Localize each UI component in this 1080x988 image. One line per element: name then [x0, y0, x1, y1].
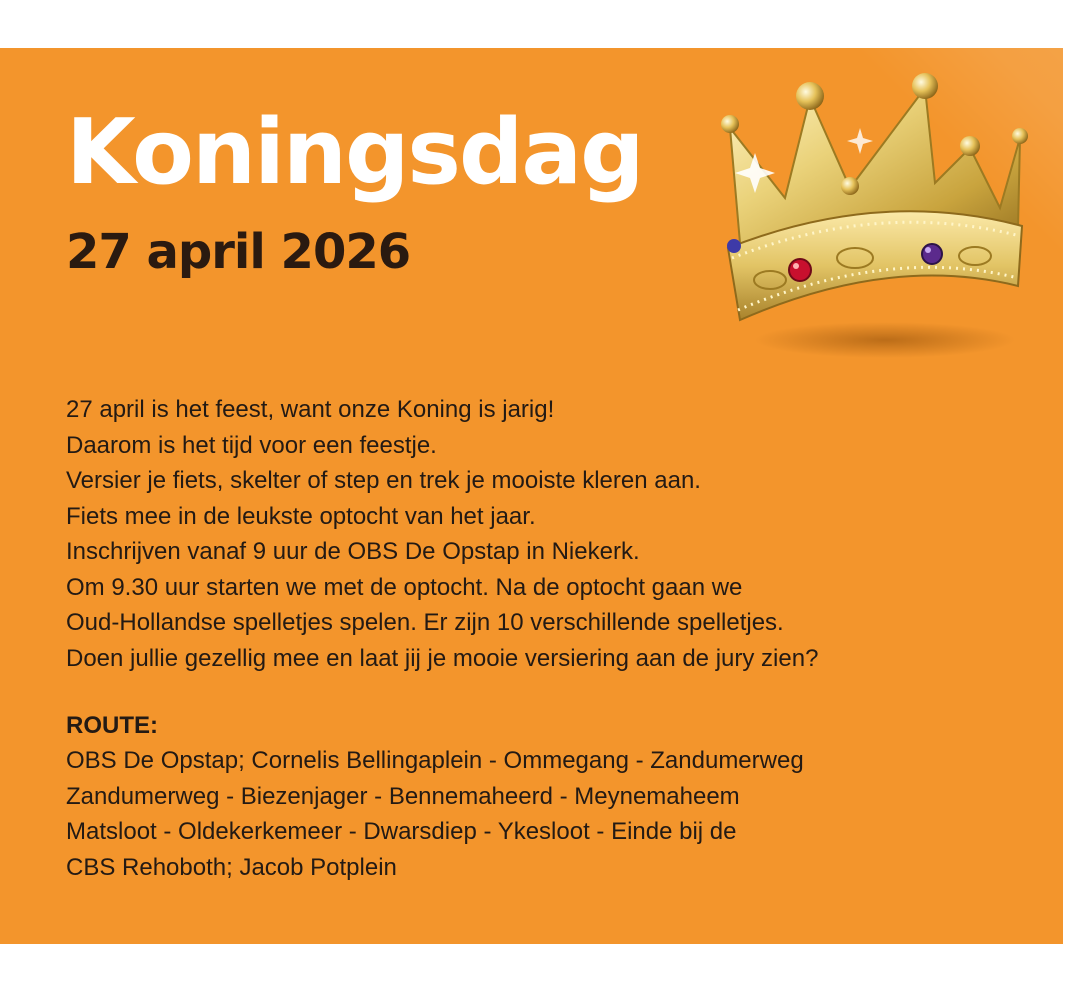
description-line: Inschrijven vanaf 9 uur de OBS De Opstap in Niekerk.: [66, 538, 640, 565]
route-description: [66, 743, 1026, 885]
route-heading: ROUTE:: [66, 712, 158, 739]
event-date: 27 april 2026: [66, 224, 411, 280]
description-line: Daarom is het tijd voor een feestje.: [66, 431, 437, 459]
route-line: CBS Rehoboth; Jacob Potplein: [66, 853, 397, 881]
event-description: [66, 392, 1026, 676]
koningsdag-poster: [0, 48, 1063, 944]
route-line: Zandumerweg - Biezenjager - Bennemaheerd - Meynemaheem: [66, 782, 740, 810]
description-line: Om 9.30 uur starten we met de optocht. Na de optocht gaan we: [66, 573, 743, 601]
description-line: Versier je fiets, skelter of step en trek je mooiste kleren aan.: [66, 467, 701, 494]
route-line: OBS De Opstap; Cornelis Bellingaplein - Ommegang - Zandumerweg: [66, 747, 804, 774]
description-line: 27 april is het feest, want onze Koning is jarig!: [66, 396, 555, 423]
poster-title: Koningsdag: [66, 100, 643, 205]
crown-icon: [700, 58, 1040, 368]
description-line: Oud-Hollandse spelletjes spelen. Er zijn 10 verschillende spelletjes.: [66, 609, 784, 636]
description-line: Doen jullie gezellig mee en laat jij je mooie versiering aan de jury zien?: [66, 644, 819, 672]
description-line: Fiets mee in de leukste optocht van het jaar.: [66, 502, 536, 530]
route-line: Matsloot - Oldekerkemeer - Dwarsdiep - Ykesloot - Einde bij de: [66, 818, 737, 845]
